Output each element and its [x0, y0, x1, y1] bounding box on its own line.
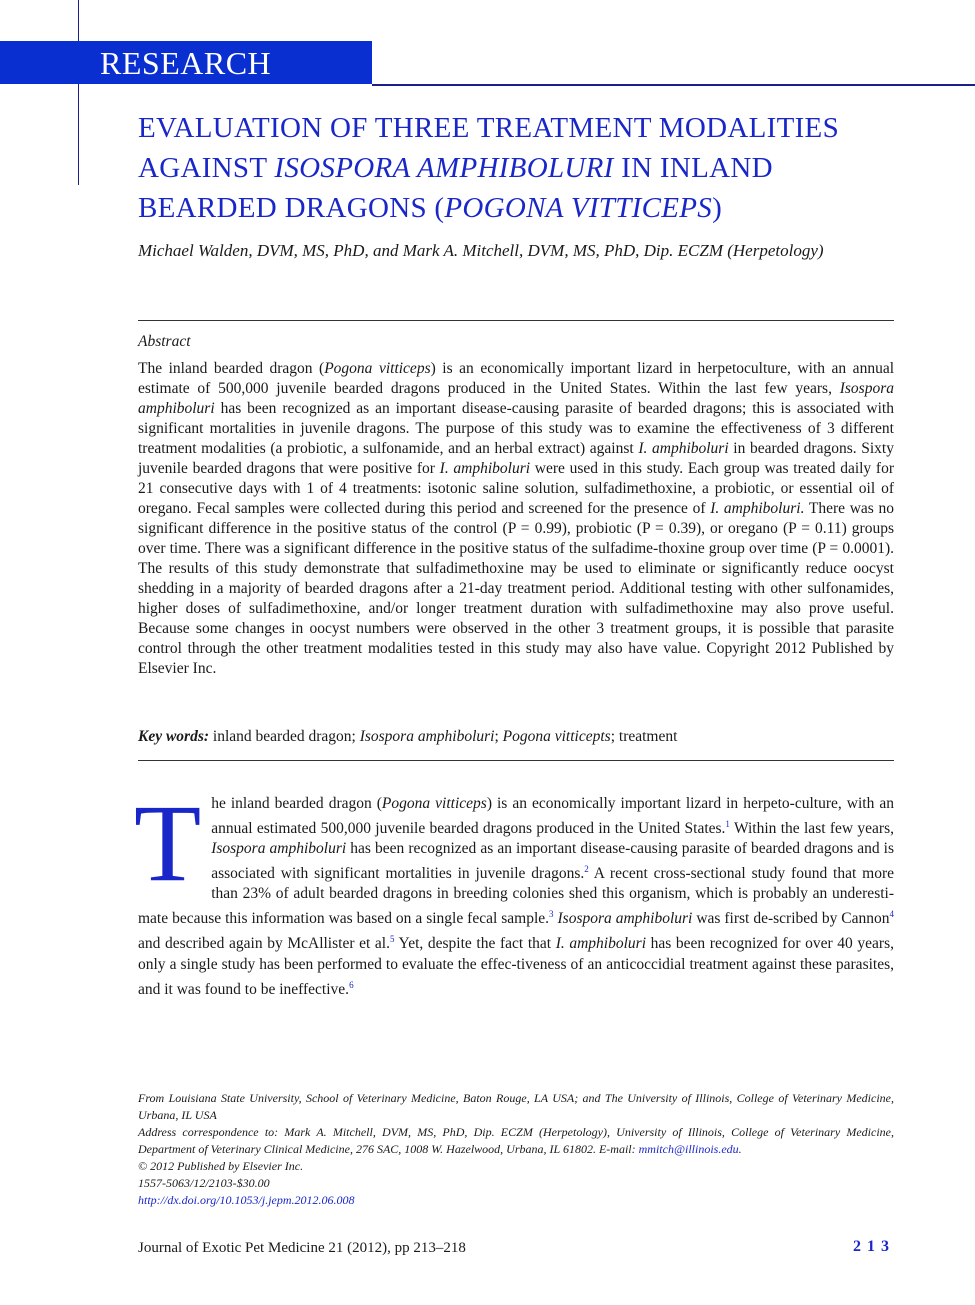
header-rule — [372, 84, 975, 86]
authors: Michael Walden, DVM, MS, PhD, and Mark A. Mitchell, DVM, MS, PhD, Dip. ECZM (Herpetology) — [138, 241, 824, 260]
margin-vertical-rule — [78, 0, 79, 185]
abstract-heading: Abstract — [138, 333, 191, 350]
title-line-1: EVALUATION OF THREE TREATMENT MODALITIES — [138, 112, 840, 144]
page-number: 213 — [853, 1238, 895, 1255]
citation-ref[interactable]: 2 — [584, 864, 589, 875]
title-line-2: AGAINST ISOSPORA AMPHIBOLURI IN INLAND — [138, 152, 773, 184]
copyright-note: © 2012 Published by Elsevier Inc. — [138, 1159, 304, 1173]
affiliation-note: From Louisiana State University, School of Veterinary Medicine, Baton Rouge, LA USA; and The University of Illinois, College of Veterinary Medicine, Urbana, IL USA — [138, 1091, 894, 1122]
footnotes — [138, 1090, 894, 1209]
citation-ref[interactable]: 1 — [725, 819, 730, 829]
citation-ref[interactable]: 3 — [549, 909, 554, 920]
section-banner — [0, 41, 372, 84]
abstract-top-rule — [138, 320, 894, 321]
abstract-bottom-rule — [138, 760, 894, 761]
abstract-text: The inland bearded dragon (Pogona vitticeps) is an economically important lizard in herpetoculture, with an annual estimate of 500,000 juvenile bearded dragons produced in the United States. Within the last few years, Isospora amphiboluri has been recognized as an important disease-causing parasite of bearded dragons; this is associated with significant mortalities in juvenile dragons. The purpose of this study was to examine the effectiveness of 3 different treatment modalities (a probiotic, a sulfonamide, and an herbal extract) against I. amphiboluri in bearded dragons. Sixty juvenile bearded dragons that were positive for I. amphiboluri were used in this study. Each group was treated daily for 21 consecutive days with 1 of 4 treatments: isotonic saline solution, sulfadimethoxine, a probiotic, or essential oil of oregano. Fecal samples were collected during this period and screened for the presence of I. amphiboluri. There was no significant difference in the positive status of the control (P = 0.99), probiotic (P = 0.39), or oregano (P = 0.11) groups over time. There was a significant difference in the positive status of the sulfadime-thoxine group over time (P = 0.0001). The results of this study demonstrate that sulfadimethoxine may be used to eliminate or significantly reduce oocyst shedding in a majority of bearded dragons after a 21-day treatment period. Additional testing with other sulfonamides, higher doses of sulfadimethoxine, and/or longer treatment duration with sulfadimethoxine may also prove useful. Because some changes in oocyst numbers were observed in the other 3 treatment groups, it is possible that parasite control through the other treatment modalities tested in this study may also have value. Copyright 2012 Published by Elsevier Inc. — [138, 360, 894, 677]
title-line-3: BEARDED DRAGONS (POGONA VITTICEPS) — [138, 192, 723, 224]
article-title — [138, 108, 918, 228]
email-link[interactable]: mmitch@illinois.edu — [638, 1142, 739, 1156]
drop-cap: T — [134, 782, 202, 904]
issn-note: 1557-5063/12/2103-$30.00 — [138, 1176, 270, 1190]
section-label: RESEARCH — [100, 45, 272, 81]
citation-ref[interactable]: 5 — [390, 934, 395, 945]
citation-ref[interactable]: 6 — [349, 979, 354, 990]
journal-citation: Journal of Exotic Pet Medicine 21 (2012), pp 213–218 — [138, 1240, 466, 1256]
citation-ref[interactable]: 4 — [889, 909, 895, 920]
doi-link[interactable]: http://dx.doi.org/10.1053/j.jepm.2012.06.008 — [138, 1193, 355, 1207]
correspondence-note: Address correspondence to: Mark A. Mitchell, DVM, MS, PhD, Dip. ECZM (Herpetology), University of Illinois, College of Veterinary Medicine, Department of Veterinary Clinical Medicine, 276 SAC, 1008 W. Hazelwood, Urbana, IL 61802. E-mail: mmitch@illinois.edu. — [138, 1125, 894, 1156]
keywords: Key words: inland bearded dragon; Isospora amphiboluri; Pogona vitticepts; treatment — [138, 728, 678, 745]
introduction-paragraph: The inland bearded dragon (Pogona vitticeps) is an economically important lizard in herpeto-culture, with an annual estimated 500,000 juvenile bearded dragons produced in the United States.$^1$ Within the last few years, Isospora amphiboluri has been recognized as an important disease-causing parasite of bearded dragons and is associated with significant mortalities in juvenile dragons.$^2$ A recent cross-sectional study found that more than 23% of adult bearded dragons in breeding colonies shed this organism, which is probably an underesti-mate because this information was based on a single fecal sample.$^3$ Isospora amphiboluri was first de-scribed by Cannon$^4$ and described again by McAllister et al.$^5$ Yet, despite the fact that I. amphiboluri has been recognized for over 40 years, only a single study has been performed to evaluate the effec-tiveness of an anticoccidial treatment against these parasites, and it was found to be ineffective.$^6$ — [134, 782, 895, 998]
